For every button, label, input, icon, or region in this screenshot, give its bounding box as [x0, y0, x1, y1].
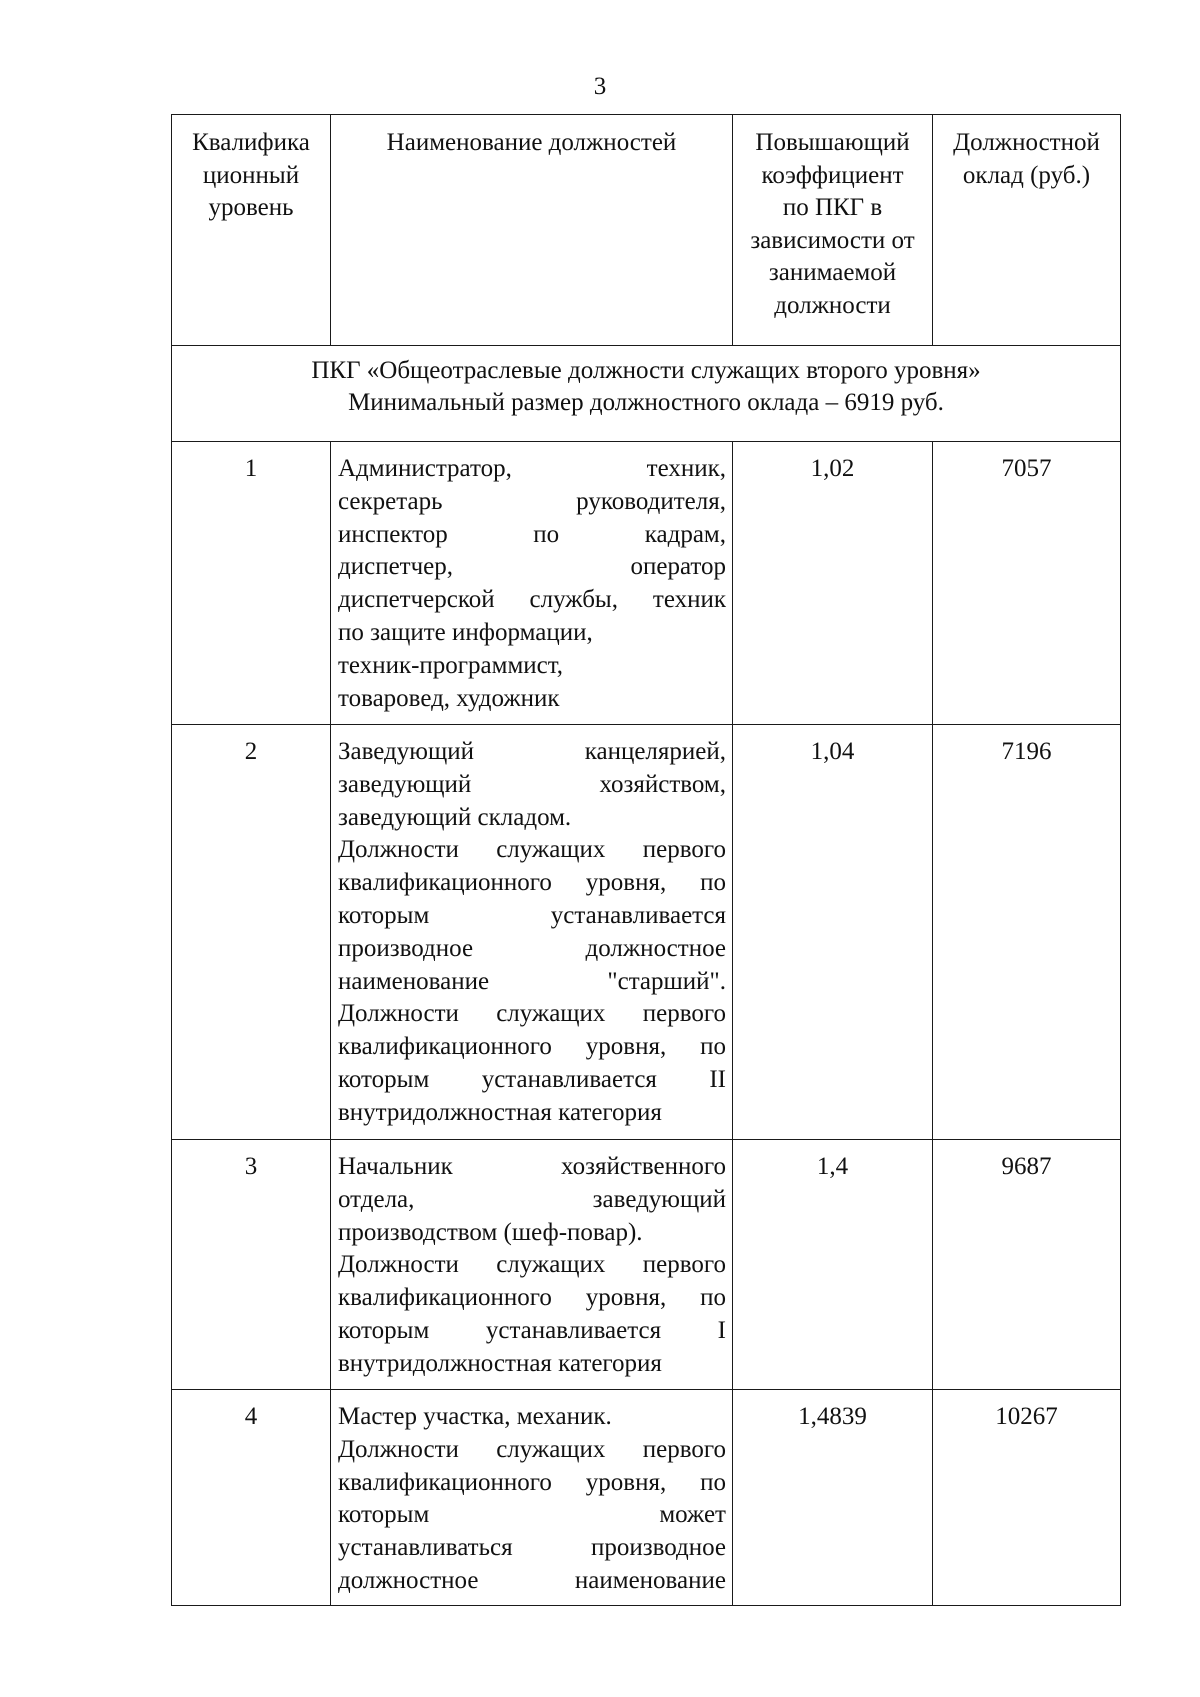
name-line: диспетчерской службы, техник — [338, 586, 726, 614]
coefficient-cell: 1,4839 — [733, 1390, 933, 1606]
header-coefficient — [733, 115, 933, 346]
group-subtitle: Минимальный размер должностного оклада – 6919 руб. — [348, 389, 944, 416]
group-heading — [172, 346, 1121, 442]
group-heading-row — [172, 346, 1121, 442]
name-line: Мастер участка, механик. — [338, 1403, 612, 1430]
name-line: техник-программист, — [338, 651, 564, 679]
coefficient-cell: 1,02 — [733, 442, 933, 725]
name-line: секретарь руководителя, — [338, 487, 726, 515]
table-row — [172, 442, 1121, 725]
name-line: Должности служащих первого — [338, 1251, 726, 1279]
header-line: занимаемой — [768, 259, 897, 286]
header-salary — [933, 115, 1121, 346]
coefficient-cell: 1,04 — [733, 725, 933, 1140]
name-line: внутридолжностная категория — [338, 1098, 662, 1126]
name-line: заведующий складом. — [338, 803, 572, 831]
name-line: товаровед, художник — [338, 684, 560, 712]
position-names-cell — [331, 442, 733, 725]
header-line: коэффициент — [761, 161, 904, 189]
table-row — [172, 1140, 1121, 1390]
table-header-row — [172, 115, 1121, 346]
name-line: инспектор по кадрам, — [338, 520, 726, 548]
name-line: Начальник хозяйственного — [338, 1153, 726, 1180]
table-row — [172, 1390, 1121, 1606]
name-line: Должности служащих первого — [338, 836, 726, 864]
name-line: отдела, заведующий — [338, 1185, 726, 1213]
header-line: Квалифика — [192, 129, 310, 156]
name-line: диспетчер, оператор — [338, 553, 726, 581]
name-line: заведующий хозяйством, — [338, 770, 726, 798]
header-position-names — [331, 115, 733, 346]
name-line: устанавливаться производное — [338, 1534, 726, 1562]
level-cell: 3 — [172, 1140, 331, 1390]
header-line: Должностной — [953, 129, 1100, 156]
salary-cell: 7057 — [933, 442, 1121, 725]
salary-cell: 7196 — [933, 725, 1121, 1140]
header-line: ционный — [202, 161, 300, 189]
level-cell: 1 — [172, 442, 331, 725]
salary-table — [171, 114, 1121, 1606]
name-line: Администратор, техник, — [338, 455, 726, 482]
position-names-cell — [331, 1140, 733, 1390]
name-line: Должности служащих первого — [338, 1435, 726, 1463]
page-number: 3 — [593, 73, 607, 100]
name-line: квалификационного уровня, по — [338, 1284, 726, 1312]
name-line: Должности служащих первого — [338, 1000, 726, 1028]
name-line: наименование "старший". — [338, 967, 726, 995]
table-row — [172, 725, 1121, 1140]
header-line: уровень — [208, 194, 294, 221]
name-line: производством (шеф-повар). — [338, 1218, 643, 1246]
header-line: по ПКГ в — [782, 194, 883, 221]
coefficient-cell: 1,4 — [733, 1140, 933, 1390]
salary-cell: 10267 — [933, 1390, 1121, 1606]
name-line: Заведующий канцелярией, — [338, 738, 726, 765]
level-cell: 4 — [172, 1390, 331, 1606]
name-line: производное должностное — [338, 934, 726, 962]
header-line: Повышающий — [755, 129, 910, 156]
name-line: которым устанавливается II — [338, 1065, 726, 1093]
level-cell: 2 — [172, 725, 331, 1140]
header-line: должности — [774, 291, 891, 319]
header-qualification-level — [172, 115, 331, 346]
position-names-cell — [331, 725, 733, 1140]
header-line: оклад (руб.) — [962, 161, 1091, 189]
position-names-cell — [331, 1390, 733, 1606]
name-line: по защите информации, — [338, 618, 593, 646]
name-line: квалификационного уровня, по — [338, 869, 726, 897]
name-line: должностное наименование — [338, 1566, 726, 1594]
header-line: зависимости от — [750, 226, 915, 254]
name-line: которым устанавливается I — [338, 1316, 726, 1344]
name-line: которым устанавливается — [338, 901, 726, 929]
salary-cell: 9687 — [933, 1140, 1121, 1390]
header-line: Наименование должностей — [386, 129, 677, 156]
name-line: которым может — [338, 1501, 726, 1529]
group-title: ПКГ «Общеотраслевые должности служащих второго уровня» — [311, 357, 981, 384]
name-line: квалификационного уровня, по — [338, 1468, 726, 1496]
name-line: квалификационного уровня, по — [338, 1033, 726, 1061]
name-line: внутридолжностная категория — [338, 1349, 662, 1377]
